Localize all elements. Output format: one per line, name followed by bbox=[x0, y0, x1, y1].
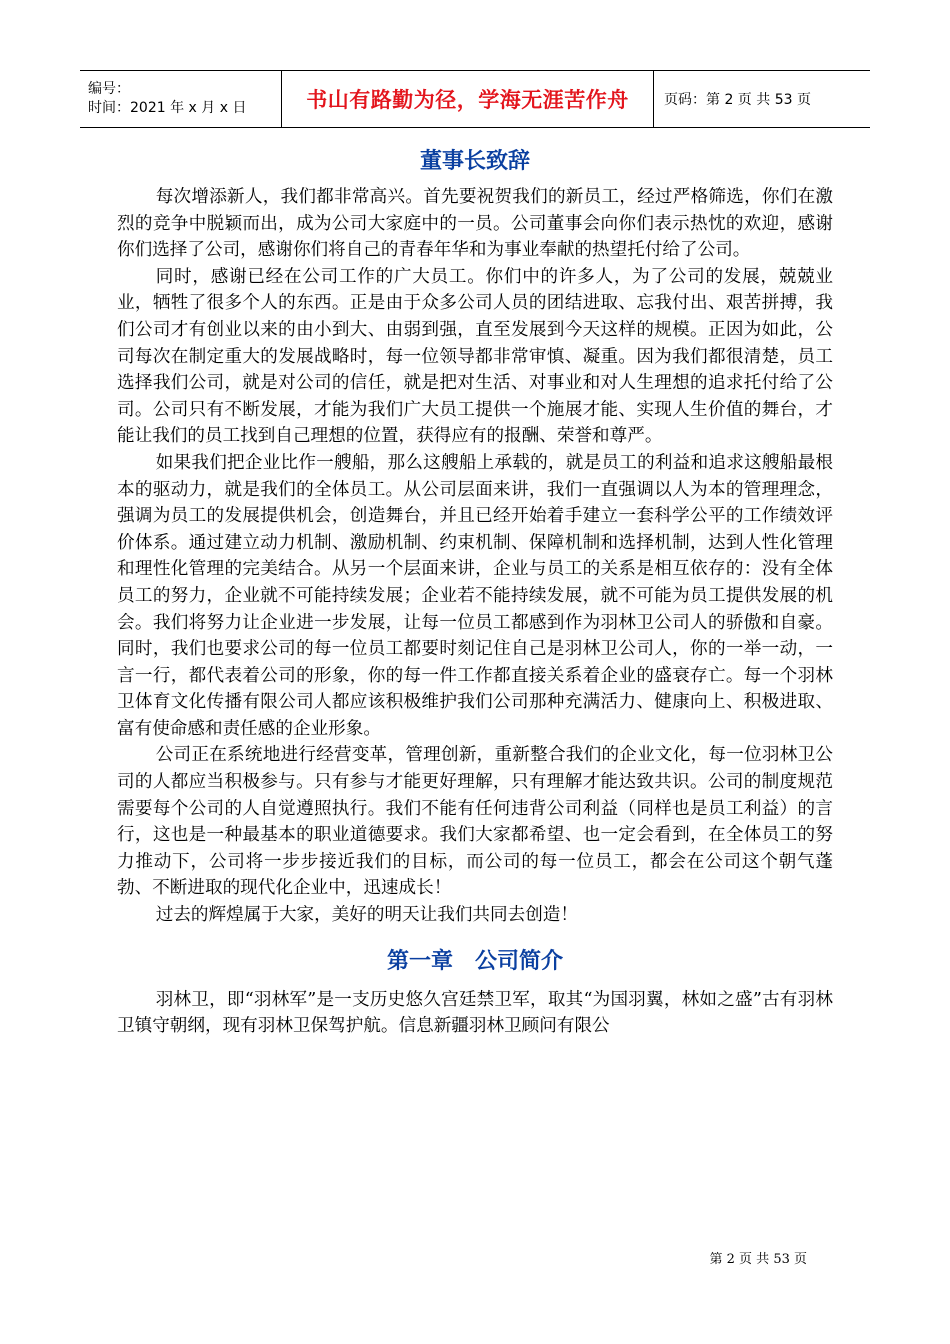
time-label: 时间：2021 年 x 月 x 日 bbox=[88, 100, 247, 116]
number-label: 编号： bbox=[88, 81, 130, 97]
paragraph: 如果我们把企业比作一艘船，那么这艘船上承载的，就是员工的利益和追求这艘船最根本的驱动力，就是我们的全体员工。从公司层面来讲，我们一直强调以人为本的管理理念，强调为员工的发展提供机会，创造舞台，并且已经开始着手建立一套科学公平的工作绩效评价体系。通过建立动力机制、激励机制、约束机制、保障机制和选择机制，达到人性化管理和理性化管理的完美结合。从另一个层面来讲，企业与员工的关系是相互依存的：没有全体员工的努力，企业就不可能持续发展；企业若不能持续发展，就不可能为员工提供发展的机会。我们将努力让企业进一步发展，让每一位员工都感到作为羽林卫公司人的骄傲和自豪。同时，我们也要求公司的每一位员工都要时刻记住自己是羽林卫公司人，你的一举一动，一言一行，都代表着公司的形象，你的每一件工作都直接关系着企业的盛衰存亡。每一个羽林卫体育文化传播有限公司人都应该积极维护我们公司那种充满活力、健康向上、积极进取、富有使命感和责任感的企业形象。 bbox=[117, 452, 833, 739]
page-header bbox=[80, 70, 870, 128]
header-motto-cell bbox=[282, 71, 654, 127]
header-left-cell bbox=[80, 71, 282, 127]
paragraph: 公司正在系统地进行经营变革，管理创新，重新整合我们的企业文化，每一位羽林卫公司的人都应当积极参与。只有参与才能更好理解，只有理解才能达致共识。公司的制度规范需要每个公司的人自觉遵照执行。我们不能有任何违背公司利益（同样也是员工利益）的言行，这也是一种最基本的职业道德要求。我们大家都希望、也一定会看到，在全体员工的努力推动下，公司将一步步接近我们的目标，而公司的每一位员工，都会在公司这个朝气蓬勃、不断进取的现代化企业中，迅速成长！ bbox=[117, 745, 833, 899]
motto-text: 书山有路勤为径，学海无涯苦作舟 bbox=[306, 88, 629, 112]
paragraph: 每次增添新人，我们都非常高兴。首先要祝贺我们的新员工，经过严格筛选，你们在激烈的竞争中脱颖而出，成为公司大家庭中的一员。公司董事会向你们表示热忱的欢迎，感谢你们选择了公司，感谢你们将自己的青春年华和为事业奉献的热望托付给了公司。 bbox=[117, 187, 833, 261]
chapter-heading bbox=[117, 937, 833, 987]
paragraph: 过去的辉煌属于大家，美好的明天让我们共同去创造！ bbox=[155, 905, 578, 926]
paragraph: 同时，感谢已经在公司工作的广大员工。你们中的许多人，为了公司的发展，兢兢业业，牺牲了很多个人的东西。正是由于众多公司人员的团结进取、忘我付出、艰苦拼搏，我们公司才有创业以来的由小到大、由弱到强，直至发展到今天这样的规模。正因为如此，公司每次在制定重大的发展战略时，每一位领导都非常审慎、凝重。因为我们都很清楚，员工选择我们公司，就是对公司的信任，就是把对生活、对事业和对人生理想的追求托付给了公司。公司只有不断发展，才能为我们广大员工提供一个施展才能、实现人生价值的舞台，才能让我们的员工找到自己理想的位置，获得应有的报酬、荣誉和尊严。 bbox=[117, 266, 833, 447]
document-body bbox=[117, 140, 833, 1040]
chapter-number: 第一章 bbox=[386, 948, 453, 974]
chapter-title: 公司简介 bbox=[475, 948, 564, 974]
header-right-cell bbox=[654, 71, 870, 127]
page-number-label: 页码：第 2 页 共 53 页 bbox=[664, 92, 811, 108]
page-footer: 第 2 页 共 53 页 bbox=[709, 1252, 807, 1267]
paragraph: 羽林卫，即“羽林军”是一支历史悠久宫廷禁卫军，取其“为国羽翼，林如之盛”古有羽林卫镇守朝纲，现有羽林卫保驾护航。信息新疆羽林卫顾问有限公 bbox=[117, 989, 833, 1037]
section-title: 董事长致辞 bbox=[419, 149, 530, 174]
